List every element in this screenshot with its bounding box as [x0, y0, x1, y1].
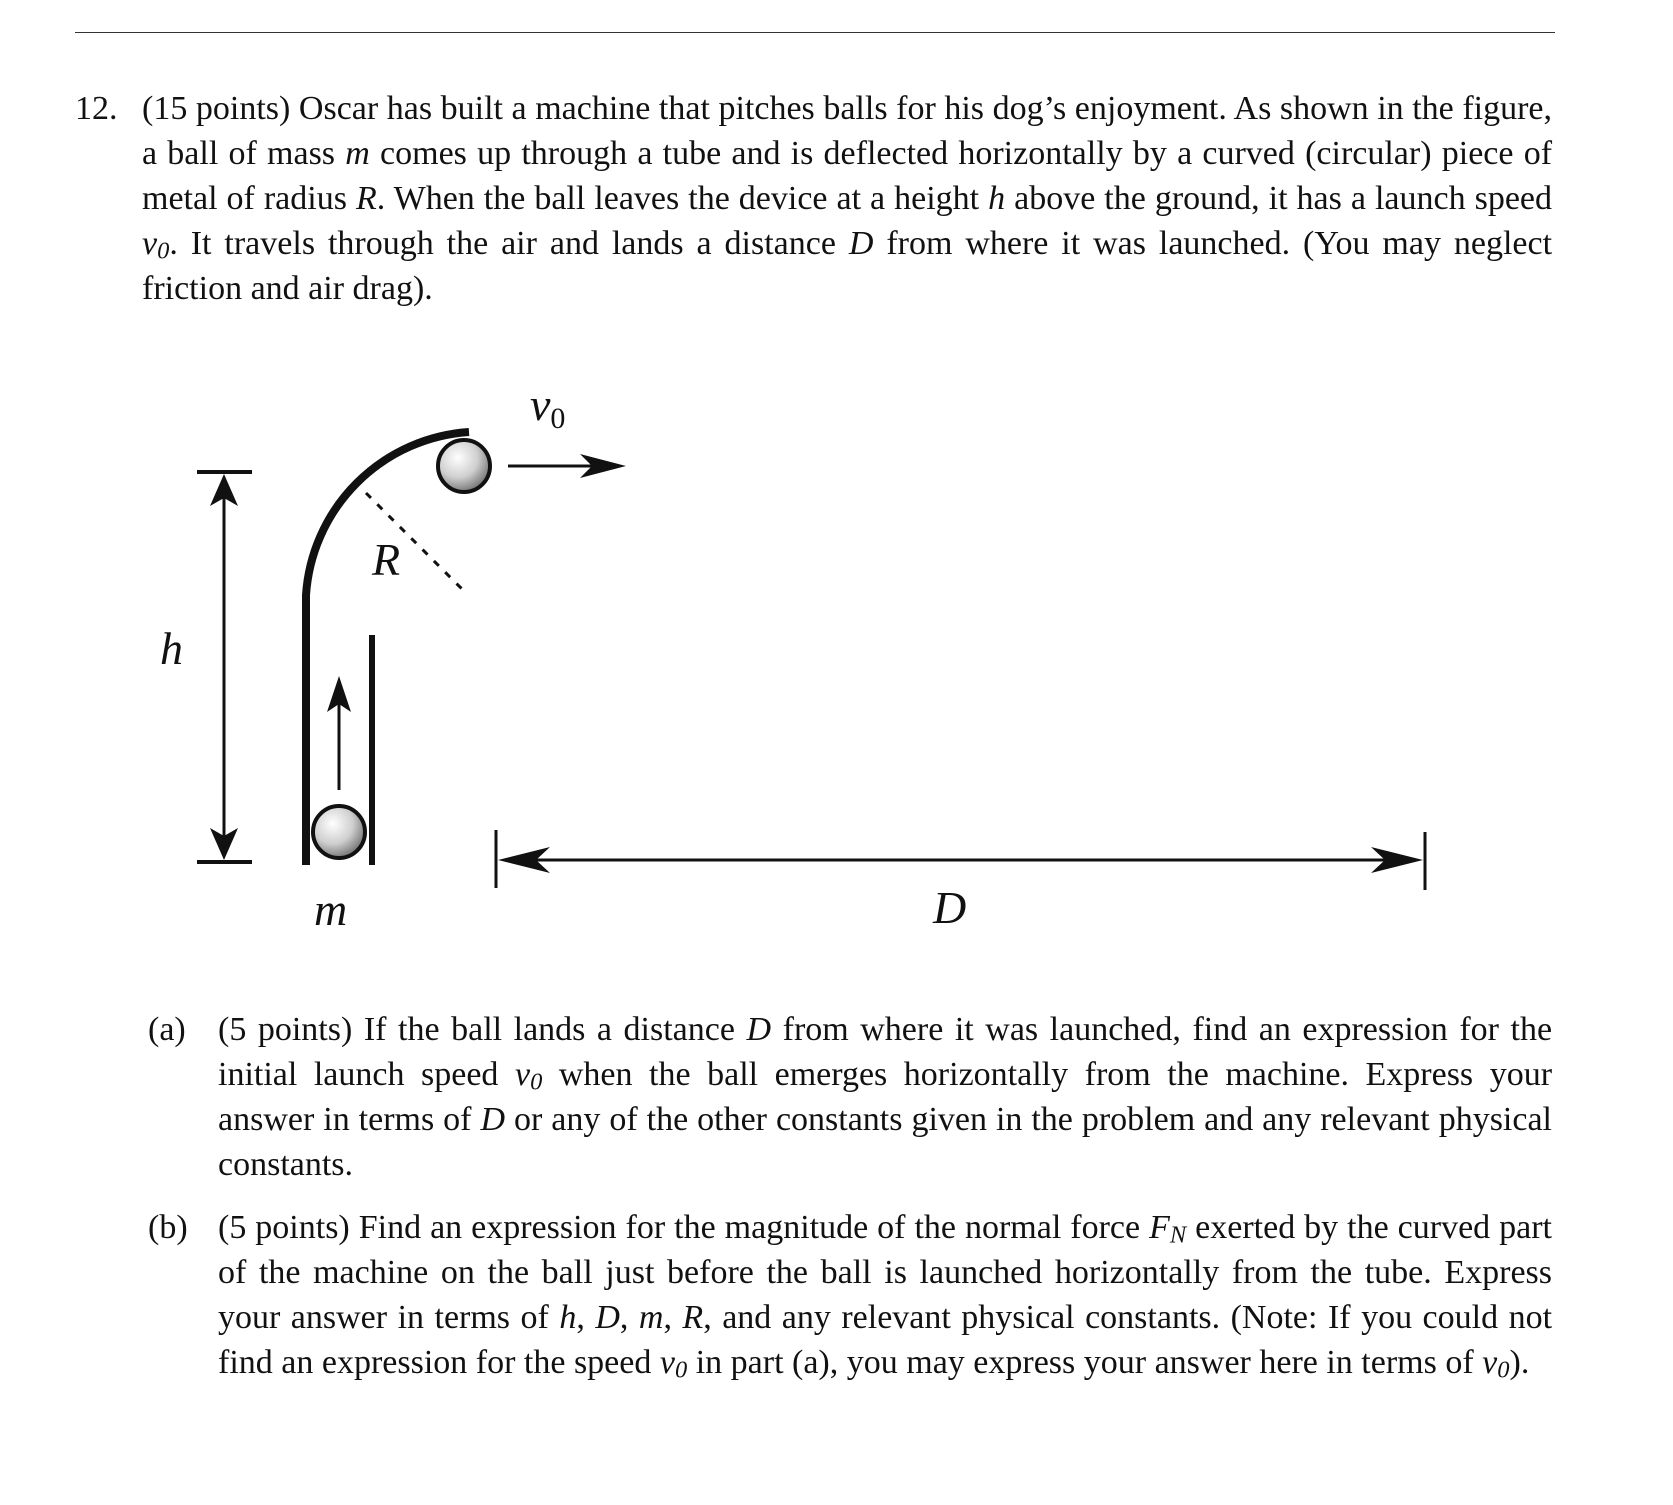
- part-b-text-4: in part (a), you may express your answer here in terms of: [695, 1344, 1474, 1381]
- part-a-text-1: If the ball lands a distance: [363, 1011, 735, 1048]
- part-a-var-D: D: [746, 1011, 772, 1048]
- part-b-var-FN: $F_N$: [1149, 1209, 1187, 1249]
- problem-text-4: above the ground, it has a launch speed: [1014, 180, 1553, 217]
- part-b: (b) (5 points) Find an expression for the magnitude of the normal force $F_N$ exerted by the curved part of the machine on the ball just before the ball is launched horizontally from the tube. Express your answer in terms of h, D, m, R, and any relevant physical constants. (Note: If you could not find an expression for the speed $v_0$ in part (a), you may express your answer here in terms of $v_0$).: [218, 1205, 1552, 1385]
- problem-text-3: . When the ball leaves the device at a height: [376, 180, 980, 217]
- part-b-var-v0: $v_0$: [659, 1344, 688, 1384]
- ball-top: [438, 440, 490, 492]
- var-v0: $v_0$: [142, 225, 170, 265]
- upward-arrow: [327, 676, 351, 790]
- part-a-points: (5 points): [218, 1011, 353, 1048]
- part-b-text-5: ).: [1509, 1344, 1530, 1381]
- label-R: R: [372, 534, 401, 585]
- part-a: [148, 1007, 1553, 1187]
- var-R: R: [355, 180, 377, 217]
- part-b-label: (b): [148, 1209, 188, 1246]
- ball-bottom: [313, 806, 365, 858]
- problem-text-5: . It travels through the air and lands a distance: [169, 225, 836, 262]
- velocity-arrow: [508, 454, 626, 478]
- part-b-var-h: h: [559, 1299, 577, 1336]
- part-b-var-D: D: [595, 1299, 620, 1336]
- part-a-var-v0: $v_0$: [514, 1056, 543, 1096]
- part-a-text-2: from where it was launched, find an expression for the initial launch speed: [218, 1011, 1553, 1093]
- height-dimension: [197, 472, 252, 862]
- label-v0: v0: [530, 380, 566, 435]
- label-m: m: [314, 884, 348, 935]
- var-m: m: [345, 135, 370, 172]
- problem-text-2: comes up through a tube and is deflected horizontally by a curved (circular) piece of metal of radius: [142, 135, 1553, 217]
- var-h: h: [988, 180, 1006, 217]
- part-a-text-3: when the ball emerges horizontally from the machine. Express your answer in terms of: [218, 1056, 1553, 1138]
- part-b-var-m: m: [638, 1299, 664, 1336]
- part-a-var-D2: D: [480, 1101, 506, 1138]
- label-h: h: [160, 623, 183, 674]
- part-b-text-3: and any relevant physical constants. (Note: If you could not find an expression for the speed: [218, 1299, 1553, 1381]
- problem-points: (15 points): [142, 90, 291, 127]
- part-a-text-4: or any of the other constants given in the problem and any relevant physical constants.: [218, 1101, 1552, 1183]
- top-rule: [75, 32, 1555, 33]
- part-b-text-1: Find an expression for the magnitude of the normal force: [358, 1209, 1141, 1246]
- distance-dimension: [496, 830, 1425, 890]
- part-b-var-v0-2: $v_0$: [1482, 1344, 1510, 1384]
- part-b-text-2: exerted by the curved part of the machine on the ball just before the ball is launched horizontally from the tube. Express your answer in terms of: [218, 1209, 1553, 1336]
- part-b-points: (5 points): [218, 1209, 350, 1246]
- machine-figure: [0, 380, 1673, 980]
- part-a-label: (a): [148, 1011, 186, 1048]
- label-D: D: [933, 882, 967, 933]
- problem-number: 12.: [75, 90, 118, 127]
- problem-statement: [75, 86, 1553, 311]
- problem-text-6: from where it was launched. (You may neglect friction and air drag).: [142, 225, 1553, 307]
- var-D: D: [848, 225, 874, 262]
- part-b-var-R: R: [682, 1299, 704, 1336]
- problem-text-1: Oscar has built a machine that pitches balls for his dog’s enjoyment. As shown in the figure, a ball of mass: [142, 90, 1552, 172]
- tube: [306, 432, 469, 865]
